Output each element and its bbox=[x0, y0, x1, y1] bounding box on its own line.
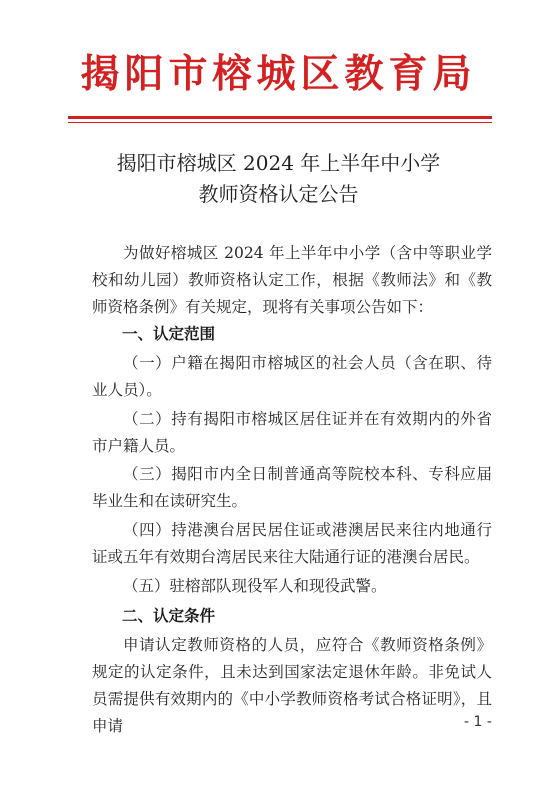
section1-item-3: （三）揭阳市内全日制普通高等院校本科、专科应届毕业生和在读研究生。 bbox=[92, 465, 492, 510]
section1-item-5: （五）驻榕部队现役军人和现役武警。 bbox=[123, 577, 387, 595]
section2-heading: 二、认定条件 bbox=[122, 607, 216, 625]
doc-title-line2: 教师资格认定公告 bbox=[198, 182, 359, 206]
section1-item-2: （二）持有揭阳市榕城区居住证并在有效期内的外省市户籍人员。 bbox=[92, 410, 492, 455]
org-header: 揭阳市榕城区教育局 bbox=[80, 51, 477, 97]
page-number: - 1 - bbox=[464, 714, 492, 730]
section1-item-4: （四）持港澳台居民居住证或港澳居民来往内地通行证或五年有效期台湾居民来往大陆通行证的港澳台居民。 bbox=[92, 521, 492, 566]
section1-heading: 一、认定范围 bbox=[122, 325, 216, 343]
section2-body: 申请认定教师资格的人员，应符合《教师资格条例》规定的认定条件，且未达到国家法定退休年龄。非免试人员需提供有效期内的《中小学教师资格考试合格证明》，且申请 bbox=[92, 636, 492, 735]
header-divider-thick bbox=[68, 116, 492, 119]
header-divider-thin bbox=[68, 122, 492, 123]
section1-item-1: （一）户籍在揭阳市榕城区的社会人员（含在职、待业人员）。 bbox=[92, 354, 492, 399]
doc-title-line1: 揭阳市榕城区 2024 年上半年中小学 bbox=[116, 151, 441, 175]
intro-paragraph: 为做好榕城区 2024 年上半年中小学（含中等职业学校和幼儿园）教师资格认定工作，根据《教师法》和《教师资格条例》有关规定，现将有关事项公告如下： bbox=[92, 244, 492, 316]
